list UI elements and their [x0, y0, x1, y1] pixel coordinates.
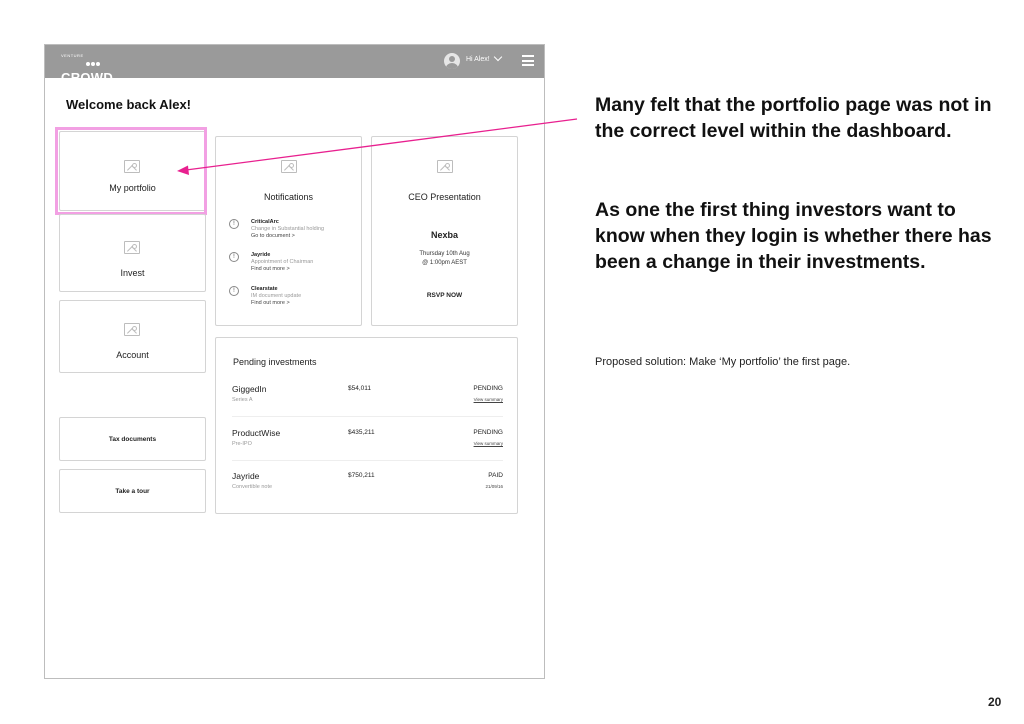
- notification-title: Jayride: [251, 252, 271, 258]
- chevron-down-icon[interactable]: [494, 53, 502, 61]
- view-summary-link[interactable]: View summary: [473, 397, 503, 402]
- account-card[interactable]: [59, 300, 206, 373]
- notifications-title: Notifications: [263, 192, 314, 202]
- invest-label: Invest: [120, 268, 145, 278]
- image-placeholder-icon: [124, 323, 140, 336]
- take-a-tour-label: Take a tour: [115, 488, 150, 495]
- logo-subtext: VENTURE: [61, 53, 84, 58]
- tax-documents-button[interactable]: [59, 417, 206, 461]
- ceo-date: Thursday 10th Aug: [419, 251, 470, 257]
- investment-amount: $54,011: [348, 385, 372, 392]
- avatar[interactable]: [444, 53, 460, 69]
- investment-name: ProductWise: [232, 428, 281, 438]
- rsvp-button[interactable]: RSVP NOW: [426, 292, 463, 299]
- logo-text: CROWD: [61, 70, 114, 85]
- investment-amount: $435,211: [348, 429, 375, 436]
- menu-icon[interactable]: [522, 55, 534, 66]
- notification-subtitle: Change in Substantial holding: [251, 226, 325, 232]
- investment-row: [232, 428, 503, 458]
- image-placeholder-icon: [281, 160, 297, 173]
- investment-type: Pre-IPO: [232, 441, 252, 447]
- investment-date: 21/09/16: [485, 484, 503, 489]
- investment-name: GiggedIn: [232, 384, 267, 394]
- row-divider: [232, 460, 503, 461]
- investment-row: [232, 471, 503, 501]
- ceo-company: Nexba: [430, 230, 458, 240]
- notification-title: Clearstate: [251, 286, 278, 292]
- ceo-presentation-card: [371, 136, 518, 326]
- info-icon: !: [229, 252, 239, 262]
- ceo-time: @ 1:00pm AEST: [422, 260, 467, 266]
- page-number: 20: [988, 695, 1002, 709]
- investment-status: PENDING: [473, 429, 503, 436]
- top-bar: [45, 45, 544, 85]
- annotation-paragraph-2: As one the first thing investors want to know when they login is whether there has been a change in their investments.: [595, 199, 992, 273]
- highlight-box: [55, 127, 207, 215]
- ceo-presentation-title: CEO Presentation: [408, 192, 481, 202]
- investment-type: Convertible note: [232, 484, 273, 490]
- investment-status: PENDING: [473, 385, 503, 392]
- pending-investments-card: [215, 337, 518, 514]
- notification-subtitle: Appointment of Chairman: [251, 259, 314, 265]
- investment-row: [232, 384, 503, 414]
- info-icon: !: [229, 286, 239, 296]
- tax-documents-label: Tax documents: [108, 436, 157, 443]
- proposed-solution: Proposed solution: Make ‘My portfolio’ the first page.: [595, 356, 851, 368]
- logo-dots: [86, 53, 101, 71]
- account-label: Account: [116, 350, 149, 360]
- invest-card[interactable]: [59, 214, 206, 292]
- notification-link[interactable]: Go to document >: [251, 233, 295, 239]
- notification-link[interactable]: Find out more >: [251, 266, 290, 272]
- image-placeholder-icon: [124, 241, 140, 254]
- annotation-paragraph-1: Many felt that the portfolio page was not in the correct level within the dashboard.: [595, 94, 992, 142]
- investment-status: PAID: [488, 472, 503, 479]
- take-a-tour-button[interactable]: [59, 469, 206, 513]
- investment-name: Jayride: [232, 471, 260, 481]
- info-icon: !: [229, 219, 239, 229]
- notification-title: CriticalArc: [251, 219, 279, 225]
- investment-amount: $750,211: [348, 472, 375, 479]
- pending-investments-title: Pending investments: [233, 357, 317, 367]
- investment-type: Series A: [232, 397, 253, 403]
- logo[interactable]: [61, 50, 113, 84]
- notifications-card: [215, 136, 362, 326]
- welcome-heading: Welcome back Alex!: [66, 97, 191, 112]
- view-summary-link[interactable]: View summary: [473, 441, 503, 446]
- user-greeting[interactable]: Hi Alex!: [466, 56, 490, 63]
- row-divider: [232, 416, 503, 417]
- my-portfolio-label: My portfolio: [109, 183, 156, 193]
- notification-link[interactable]: Find out more >: [251, 300, 290, 306]
- notification-subtitle: IM document update: [251, 293, 302, 299]
- image-placeholder-icon: [437, 160, 453, 173]
